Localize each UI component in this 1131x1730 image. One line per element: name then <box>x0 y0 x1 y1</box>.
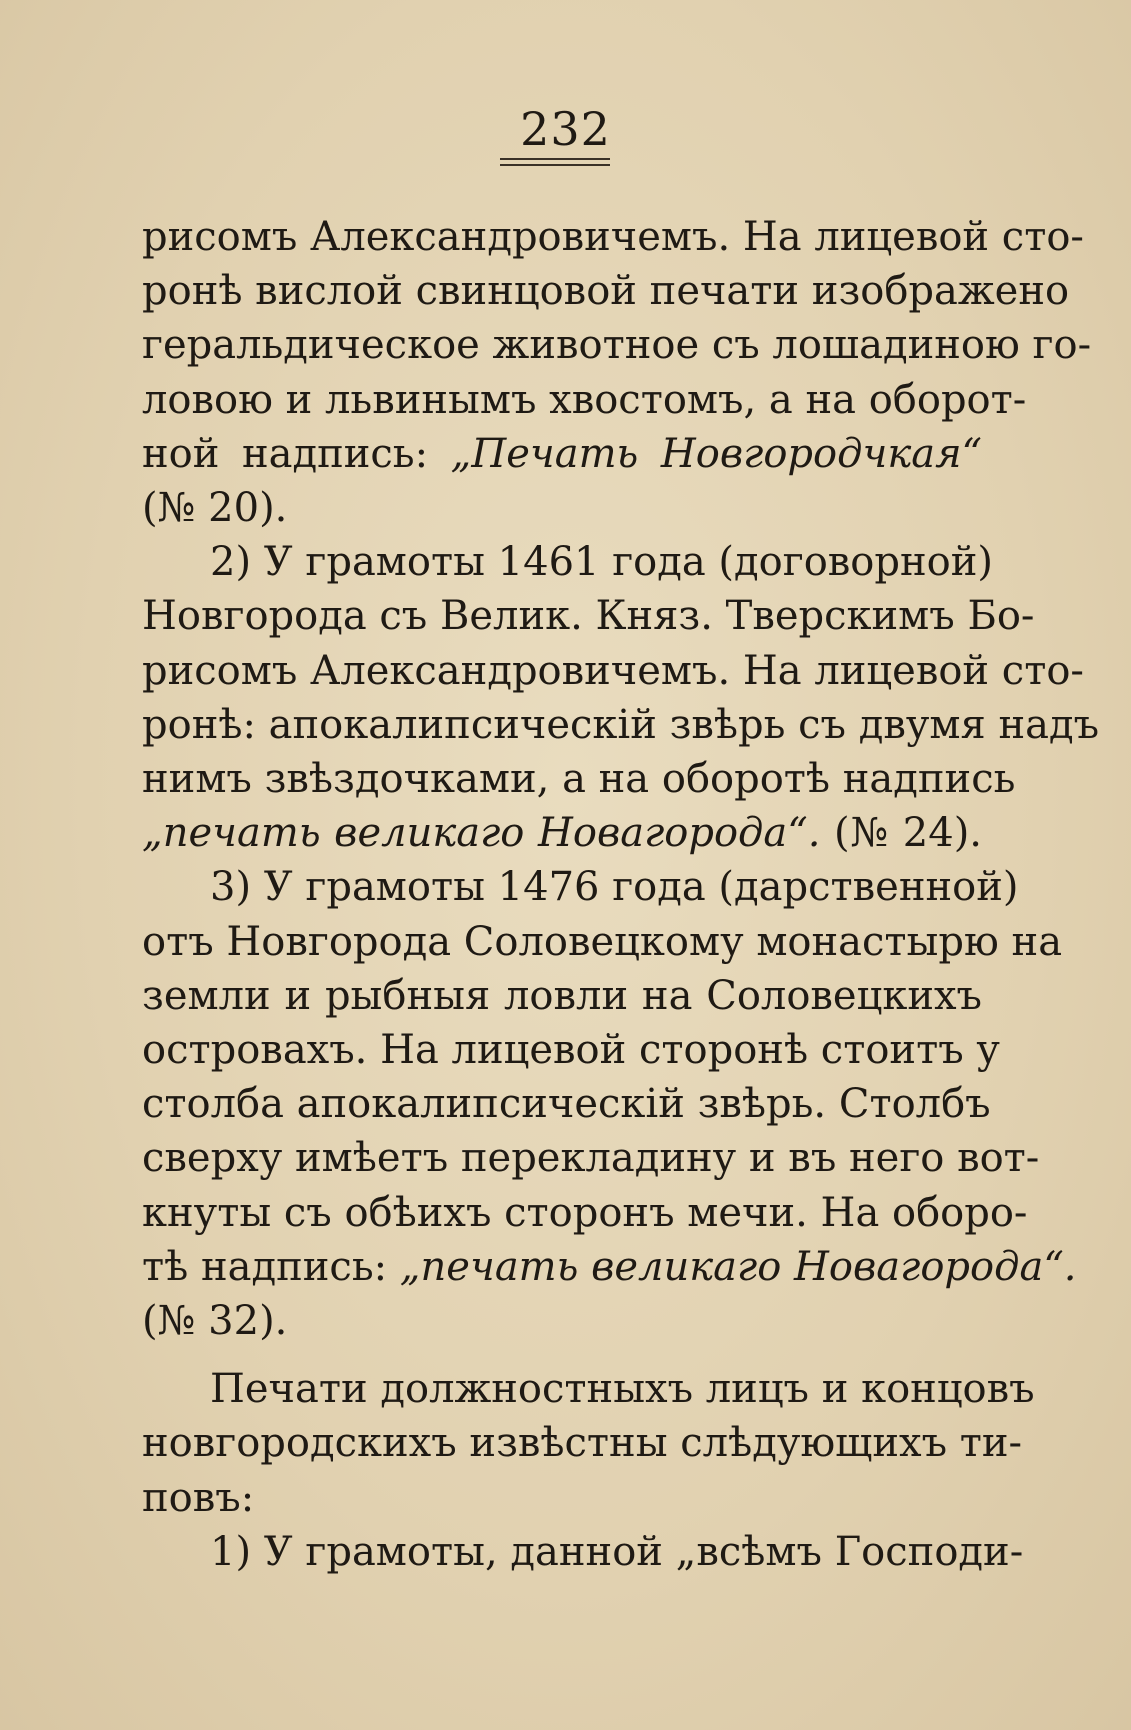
text-line: (№ 32). <box>142 1298 288 1345</box>
text-line: Печати должностныхъ лицъ и концовъ <box>210 1366 1035 1413</box>
text-line: ловою и львинымъ хвостомъ, а на оборот- <box>142 376 1027 423</box>
text-line: кнуты съ обѣихъ сторонъ мечи. На оборо- <box>142 1189 1028 1236</box>
page-number-rule-bottom <box>500 164 610 166</box>
seal-inscription: „печать великаго Новагорода“. <box>399 1243 1077 1290</box>
text-line: земли и рыбныя ловли на Соловецкихъ <box>142 972 982 1019</box>
paragraph-5 <box>142 1525 1024 1579</box>
text-line: ронѣ вислой свинцовой печати изображено <box>142 268 1070 315</box>
text-line <box>142 1240 1077 1294</box>
text-line: 2) У грамоты 1461 года (договорной) <box>210 539 993 586</box>
text-line: столба апокалипсическій звѣрь. Столбъ <box>142 1081 991 1128</box>
paragraph-4 <box>142 1362 1035 1525</box>
text-fragment: тѣ надпись: <box>142 1243 388 1290</box>
text-line: нимъ звѣздочками, а на оборотѣ надпись <box>142 756 1016 803</box>
text-line: геральдическое животное съ лошадиною го- <box>142 322 1092 369</box>
paragraph-3 <box>142 860 1077 1348</box>
text-line: новгородскихъ извѣстны слѣдующихъ ти- <box>142 1420 1023 1467</box>
paragraph-2 <box>142 535 1100 860</box>
text-line: сверху имѣетъ перекладину и въ него вот- <box>142 1135 1040 1182</box>
text-line: островахъ. На лицевой сторонѣ стоитъ у <box>142 1027 1000 1074</box>
text-fragment: (№ 24). <box>834 810 983 857</box>
text-line: рисомъ Александровичемъ. На лицевой сто- <box>142 214 1084 260</box>
body-text <box>142 210 1100 1579</box>
text-line: 1) У грамоты, данной „всѣмъ Господи- <box>210 1528 1024 1575</box>
paragraph-gap <box>142 1348 982 1362</box>
text-line: повъ: <box>142 1474 255 1521</box>
text-line: Новгорода съ Велик. Княз. Тверскимъ Бо- <box>142 593 1035 640</box>
page-number-rule-top <box>500 158 610 160</box>
text-line: 3) У грамоты 1476 года (дарственной) <box>210 864 1019 911</box>
text-line <box>142 427 982 481</box>
text-line: ронѣ: апокалипсическій звѣрь съ двумя надъ <box>142 701 1100 748</box>
text-line: (№ 20). <box>142 485 288 532</box>
seal-inscription: „Печать Новгородчкая“ <box>450 430 982 477</box>
text-fragment: ной надпись: <box>142 430 429 477</box>
seal-inscription: „печать великаго Новагорода“. <box>142 810 821 857</box>
text-line: рисомъ Александровичемъ. На лицевой сто- <box>142 647 1084 694</box>
paragraph-1 <box>142 210 1092 535</box>
page-number: 232 <box>520 102 611 156</box>
text-line <box>142 806 982 860</box>
text-line: отъ Новгорода Соловецкому монастырю на <box>142 918 1063 965</box>
